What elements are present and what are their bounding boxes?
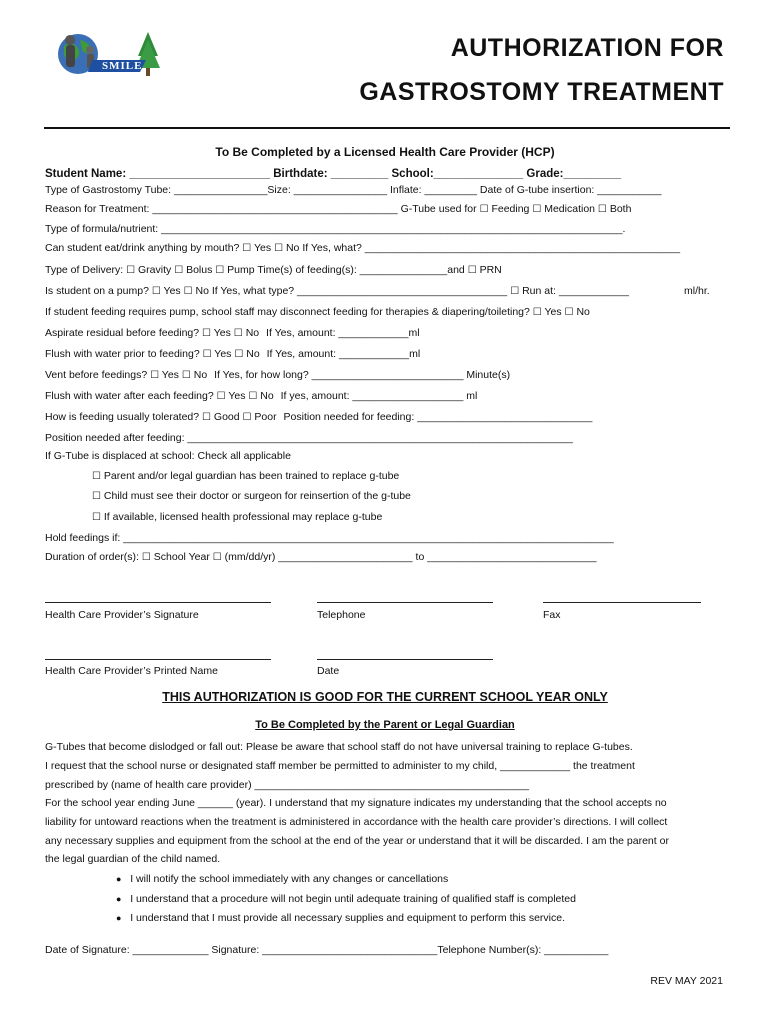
bullet-3-text: I understand that I must provide all necessary supplies and equipment to perform this service.: [130, 912, 566, 924]
displaced-2-label: Child must see their doctor or surgeon for reinsertion of the g-tube: [103, 490, 411, 502]
telephone-line[interactable]: [317, 602, 493, 603]
parent-bullet-1: [116, 873, 448, 885]
run-at-field[interactable]: Run at: ____________: [522, 285, 629, 297]
flush-after-no-checkbox[interactable]: ☐: [248, 391, 258, 402]
eat-what-field[interactable]: If Yes, what? ______________________________________________________: [302, 242, 681, 254]
disconnect-no-checkbox[interactable]: ☐: [564, 307, 574, 318]
hcp-printed-name-line[interactable]: [45, 659, 271, 660]
tube-line[interactable]: Type of Gastrostomy Tube: ________________Size: ________________ Inflate: _________ Date of G-tube insertion: ___________: [45, 184, 662, 196]
gravity-label: Gravity: [138, 264, 172, 276]
pump-type-field[interactable]: No If Yes, what type? ____________________________________: [195, 285, 508, 297]
telephone-label: Telephone: [317, 609, 366, 621]
eat-line: [45, 242, 680, 254]
disconnect-yes-label: Yes: [544, 306, 562, 318]
medication-checkbox[interactable]: ☐: [532, 204, 542, 215]
hcp-signature-line[interactable]: [45, 602, 271, 603]
parent-line-2[interactable]: I request that the school nurse or designated staff member be permitted to administer to my child, ____________ the treatment: [45, 760, 635, 772]
flush-after-yes-checkbox[interactable]: ☐: [216, 391, 226, 402]
vent-no-checkbox[interactable]: ☐: [181, 370, 191, 381]
aspirate-no-label: No: [245, 327, 260, 339]
validity-notice: THIS AUTHORIZATION IS GOOD FOR THE CURRENT SCHOOL YEAR ONLY: [162, 690, 608, 704]
vent-yes-checkbox[interactable]: ☐: [150, 370, 160, 381]
medication-label: Medication: [544, 203, 595, 215]
both-label: Both: [609, 203, 632, 215]
flush-after-question: Flush with water after each feeding?: [45, 390, 214, 402]
bullet-icon: ●: [116, 913, 122, 923]
prn-checkbox[interactable]: ☐: [467, 265, 477, 276]
page-title-line2: GASTROSTOMY TREATMENT: [359, 78, 724, 106]
fax-line[interactable]: [543, 602, 701, 603]
pump-yes-checkbox[interactable]: ☐: [151, 286, 161, 297]
bullet-1-text: I will notify the school immediately with any changes or cancellations: [130, 873, 449, 885]
disconnect-yes-checkbox[interactable]: ☐: [532, 307, 542, 318]
school-year-checkbox[interactable]: ☐: [141, 552, 151, 563]
tolerated-line: [45, 411, 592, 423]
flush-prior-amount-field[interactable]: If Yes, amount: ____________ml: [266, 348, 421, 360]
vent-yes-label: Yes: [161, 369, 179, 381]
logo-text: SMILE: [102, 60, 143, 72]
aspirate-no-checkbox[interactable]: ☐: [233, 328, 243, 339]
hcp-signature-label: Health Care Provider’s Signature: [45, 609, 199, 621]
displaced-1-label: Parent and/or legal guardian has been trained to replace g-tube: [103, 470, 400, 482]
parent-signature-line[interactable]: Date of Signature: _____________ Signature: ______________________________Telephone Number(s): ___________: [45, 944, 609, 956]
parent-bullet-2: [116, 893, 576, 905]
displaced-3-label: If available, licensed health professional may replace g-tube: [103, 511, 383, 523]
bolus-label: Bolus: [186, 264, 213, 276]
displaced-line: If G-Tube is displaced at school: Check all applicable: [45, 450, 291, 462]
bullet-2-text: I understand that a procedure will not begin until adequate training of qualified staff is completed: [130, 893, 576, 905]
displaced-option-1: [92, 470, 399, 482]
delivery-line: [45, 264, 502, 276]
displaced-option-2: [92, 490, 411, 502]
bullet-icon: ●: [116, 894, 122, 904]
displaced-option-3: [92, 511, 382, 523]
formula-line[interactable]: Type of formula/nutrient: _______________________________________________________________________________.: [45, 223, 626, 235]
tolerated-poor-label: Poor: [254, 411, 277, 423]
flush-prior-no-label: No: [246, 348, 260, 360]
position-after-line[interactable]: Position needed after feeding: __________________________________________________________________: [45, 432, 573, 444]
reason-line: [45, 203, 631, 215]
date-line[interactable]: [317, 659, 493, 660]
both-checkbox[interactable]: ☐: [597, 204, 607, 215]
vent-no-label: No: [193, 369, 208, 381]
bullet-icon: ●: [116, 874, 122, 884]
pump-no-checkbox[interactable]: ☐: [183, 286, 193, 297]
hcp-heading: To Be Completed by a Licensed Health Care Provider (HCP): [215, 145, 555, 159]
eat-no-label: No: [285, 242, 300, 254]
vent-line: [45, 369, 510, 381]
pump-yes-label: Yes: [163, 285, 181, 297]
pump-rate-unit: ml/hr.: [684, 285, 710, 297]
disconnect-no-label: No: [576, 306, 590, 318]
vent-question: Vent before feedings?: [45, 369, 148, 381]
parent-line-6: any necessary supplies and equipment from the school at the end of the year or understand that it will be discarded. I am the parent or: [45, 835, 669, 847]
duration-label: Duration of order(s):: [45, 551, 139, 563]
gravity-checkbox[interactable]: ☐: [126, 265, 136, 276]
bolus-checkbox[interactable]: ☐: [174, 265, 184, 276]
date-range-checkbox[interactable]: ☐: [212, 552, 222, 563]
vent-duration-field[interactable]: If Yes, for how long? __________________________ Minute(s): [214, 369, 511, 381]
eat-no-checkbox[interactable]: ☐: [274, 243, 284, 254]
tolerated-good-checkbox[interactable]: ☐: [202, 412, 211, 423]
delivery-label: Type of Delivery:: [45, 264, 124, 276]
tolerated-good-label: Good: [213, 411, 240, 423]
aspirate-yes-label: Yes: [213, 327, 231, 339]
hold-feedings-line[interactable]: Hold feedings if: ____________________________________________________________________________________: [45, 532, 614, 544]
flush-prior-no-checkbox[interactable]: ☐: [234, 349, 244, 360]
hcp-printed-name-label: Health Care Provider’s Printed Name: [45, 665, 218, 677]
date-label: Date: [317, 665, 340, 677]
feeding-label: Feeding: [491, 203, 530, 215]
displaced-3-checkbox[interactable]: ☐: [92, 512, 101, 523]
flush-after-amount-field[interactable]: If yes, amount: ___________________ ml: [280, 390, 478, 402]
parent-line-1: G-Tubes that become dislodged or fall out: Please be aware that school staff do not have universal training to replace G-tubes.: [45, 741, 633, 753]
feeding-checkbox[interactable]: ☐: [479, 204, 489, 215]
flush-after-no-label: No: [260, 390, 274, 402]
parent-line-4[interactable]: For the school year ending June ______ (year). I understand that my signature indicates my understanding that the school accepts no: [45, 797, 667, 809]
page-title-line1: AUTHORIZATION FOR: [450, 34, 724, 62]
aspirate-amount-field[interactable]: If Yes, amount: ____________ml: [266, 327, 420, 339]
flush-prior-question: Flush with water prior to feeding?: [45, 348, 200, 360]
parent-heading: To Be Completed by the Parent or Legal Guardian: [255, 719, 515, 731]
student-line[interactable]: Student Name: ______________________ Birthdate: _________ School:______________ Grade:_________: [45, 168, 622, 180]
eat-yes-checkbox[interactable]: ☐: [242, 243, 252, 254]
parent-line-5: liability for untoward reactions when the treatment is administered in accordance with the health care provider’s directions. I will collect: [45, 816, 668, 828]
date-range-field[interactable]: (mm/dd/yr) _______________________ to _____________________________: [224, 551, 597, 563]
tolerated-question: How is feeding usually tolerated?: [45, 411, 200, 423]
displaced-2-checkbox[interactable]: ☐: [92, 491, 101, 502]
aspirate-line: [45, 327, 420, 339]
eat-yes-label: Yes: [254, 242, 272, 254]
flush-after-yes-label: Yes: [228, 390, 246, 402]
title-divider: [44, 127, 730, 129]
flush-after-line: [45, 390, 477, 402]
prn-label: PRN: [479, 264, 502, 276]
pump-label: Pump: [227, 264, 255, 276]
displaced-1-checkbox[interactable]: ☐: [92, 471, 101, 482]
smile-logo: [44, 26, 176, 84]
run-at-checkbox[interactable]: ☐: [510, 286, 520, 297]
flush-prior-line: [45, 348, 420, 360]
school-year-label: School Year: [153, 551, 210, 563]
tolerated-poor-checkbox[interactable]: ☐: [242, 412, 252, 423]
pump-checkbox[interactable]: ☐: [215, 265, 225, 276]
flush-prior-yes-checkbox[interactable]: ☐: [202, 349, 212, 360]
pump-line: [45, 285, 629, 297]
pump-question: Is student on a pump?: [45, 285, 149, 297]
disconnect-question: If student feeding requires pump, school staff may disconnect feeding for therapies & diapering/toileting?: [45, 306, 530, 318]
disconnect-line: [45, 306, 590, 318]
parent-bullet-3: [116, 912, 565, 924]
revision-label: REV MAY 2021: [650, 975, 723, 987]
aspirate-yes-checkbox[interactable]: ☐: [202, 328, 211, 339]
feeding-times-field[interactable]: Time(s) of feeding(s): _______________and: [257, 264, 465, 276]
position-during-field[interactable]: Position needed for feeding: ______________________________: [283, 411, 593, 423]
duration-line: [45, 551, 597, 563]
aspirate-question: Aspirate residual before feeding?: [45, 327, 200, 339]
parent-line-7: the legal guardian of the child named.: [45, 853, 221, 865]
fax-label: Fax: [543, 609, 561, 621]
flush-prior-yes-label: Yes: [214, 348, 232, 360]
parent-line-3[interactable]: prescribed by (name of health care provider) _______________________________________________: [45, 779, 529, 791]
reason-label[interactable]: Reason for Treatment: __________________________________________ G-Tube used for: [45, 203, 477, 215]
eat-question: Can student eat/drink anything by mouth?: [45, 242, 240, 254]
